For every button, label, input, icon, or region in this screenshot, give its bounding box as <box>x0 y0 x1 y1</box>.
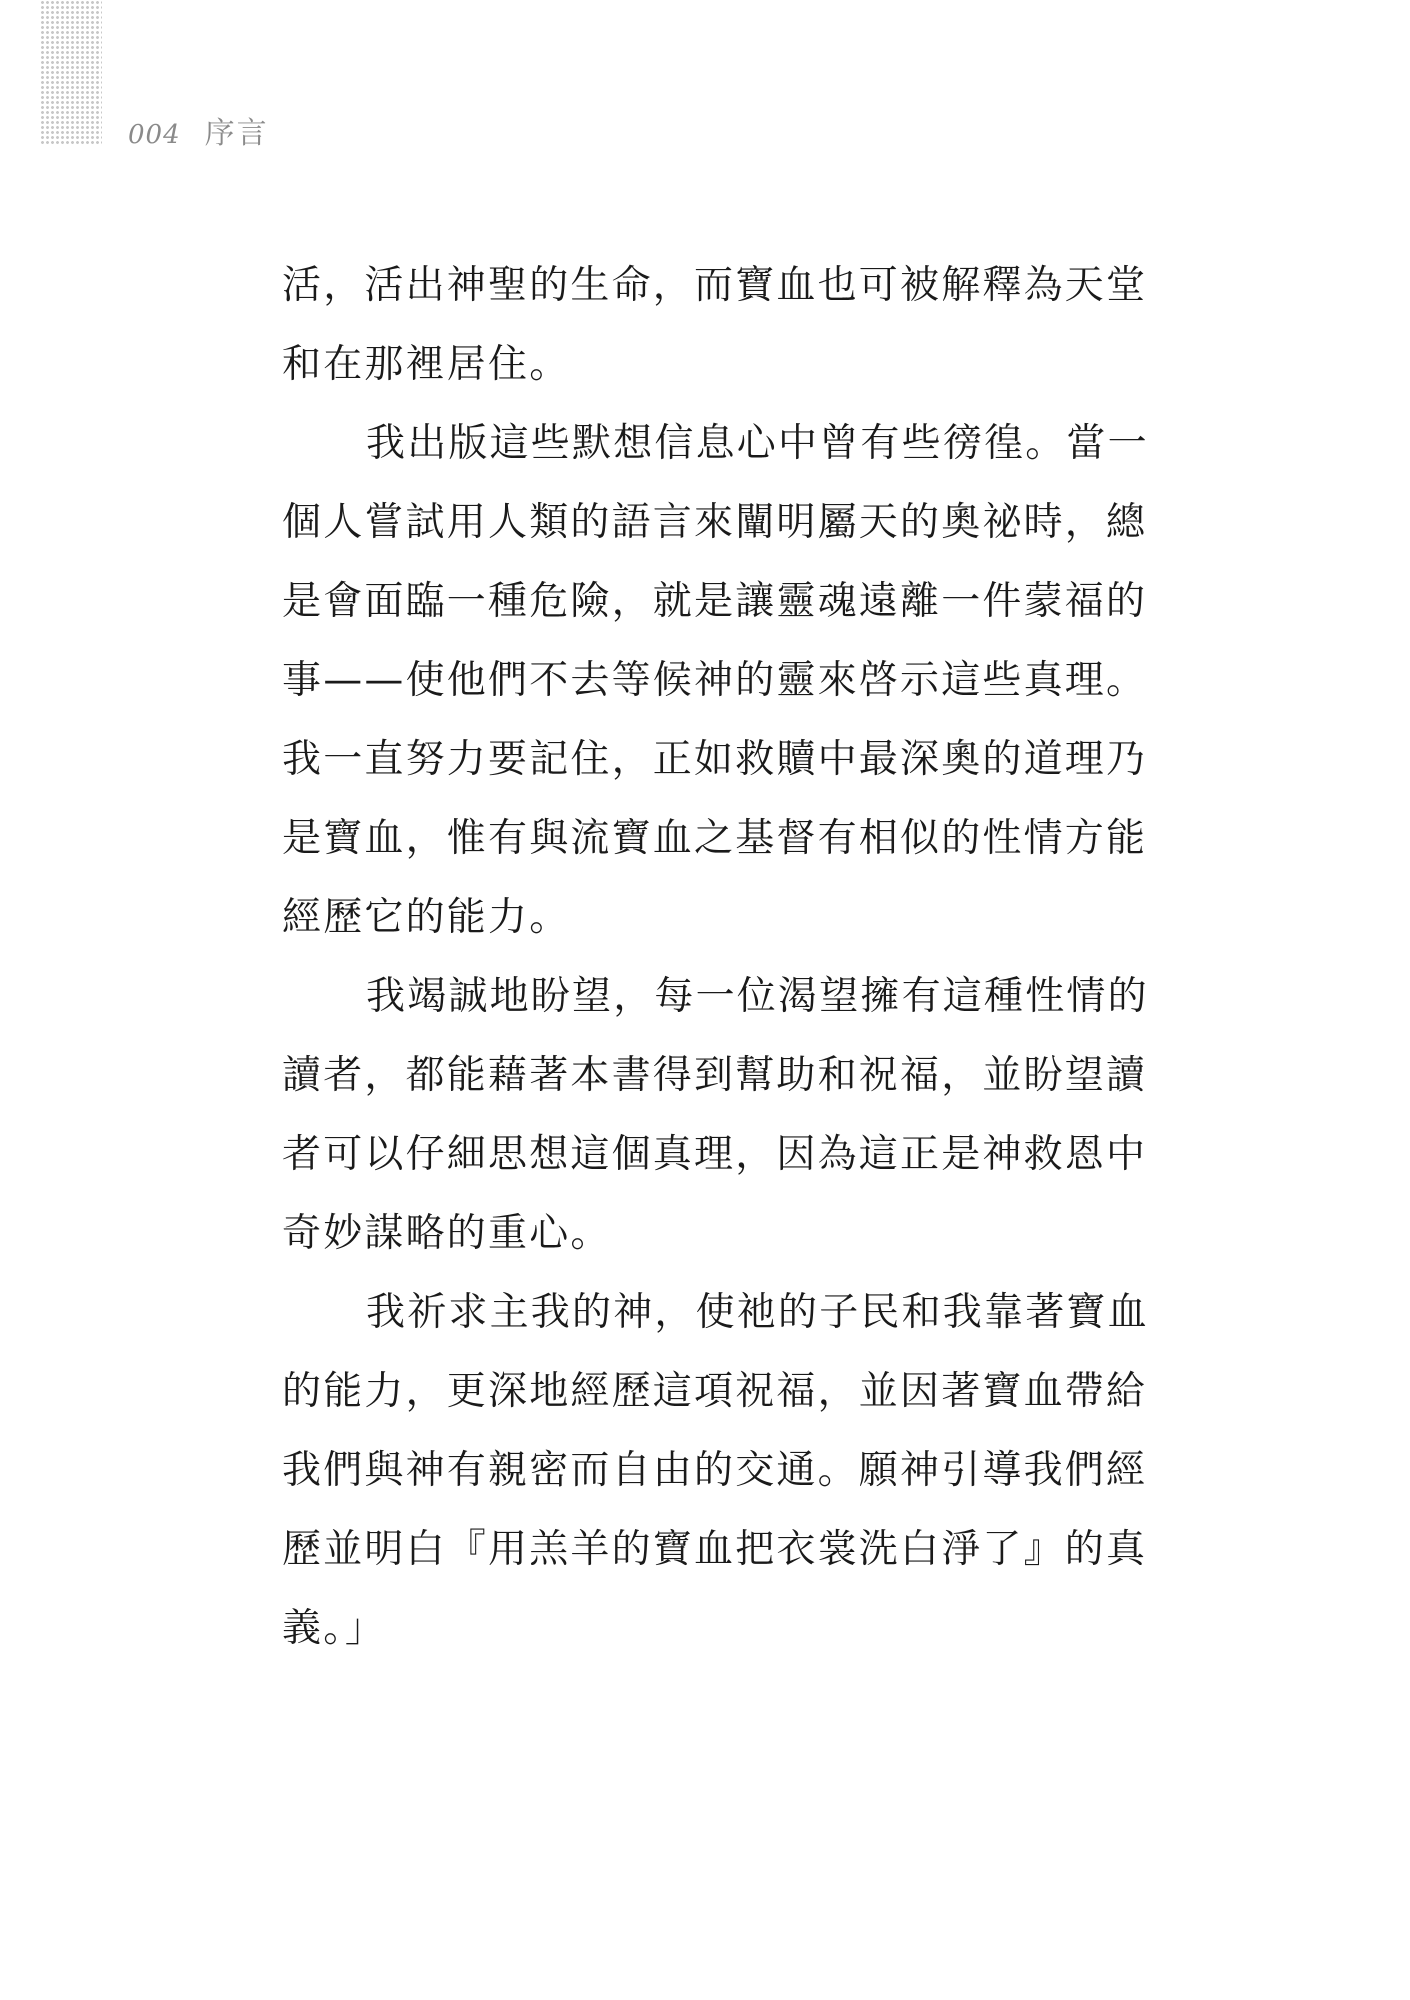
paragraph-reader-hope: 我竭誠地盼望，每一位渴望擁有這種性情的讀者，都能藉著本書得到幫助和祝福，並盼望讀者可以仔細思想這個真理，因為這正是神救恩中奇妙謀略的重心。 <box>282 974 1149 1256</box>
decorative-dot-pattern <box>40 0 102 145</box>
paragraph-publishing-concern: 我出版這些默想信息心中曾有些徬徨。當一個人嘗試用人類的語言來闡明屬天的奧祕時，總是會面臨一種危險，就是讓靈魂遠離一件蒙福的事——使他們不去等候神的靈來啓示這些真理。我一直努力要記住，正如救贖中最深奧的道理乃是寶血，惟有與流寶血之基督有相似的性情方能經歷它的能力。 <box>282 421 1149 940</box>
paragraph-prayer: 我祈求主我的神，使祂的子民和我靠著寶血的能力，更深地經歷這項祝福，並因著寶血帶給我們與神有親密而自由的交通。願神引導我們經歷並明白『用羔羊的寶血把衣裳洗白淨了』的真義。」 <box>282 1290 1149 1651</box>
page-header <box>128 108 269 151</box>
paragraph-continuation: 活，活出神聖的生命，而寶血也可被解釋為天堂和在那裡居住。 <box>282 263 1148 387</box>
body-text <box>282 246 1152 1668</box>
section-title: 序言 <box>204 116 269 151</box>
page-number: 004 <box>128 120 181 150</box>
